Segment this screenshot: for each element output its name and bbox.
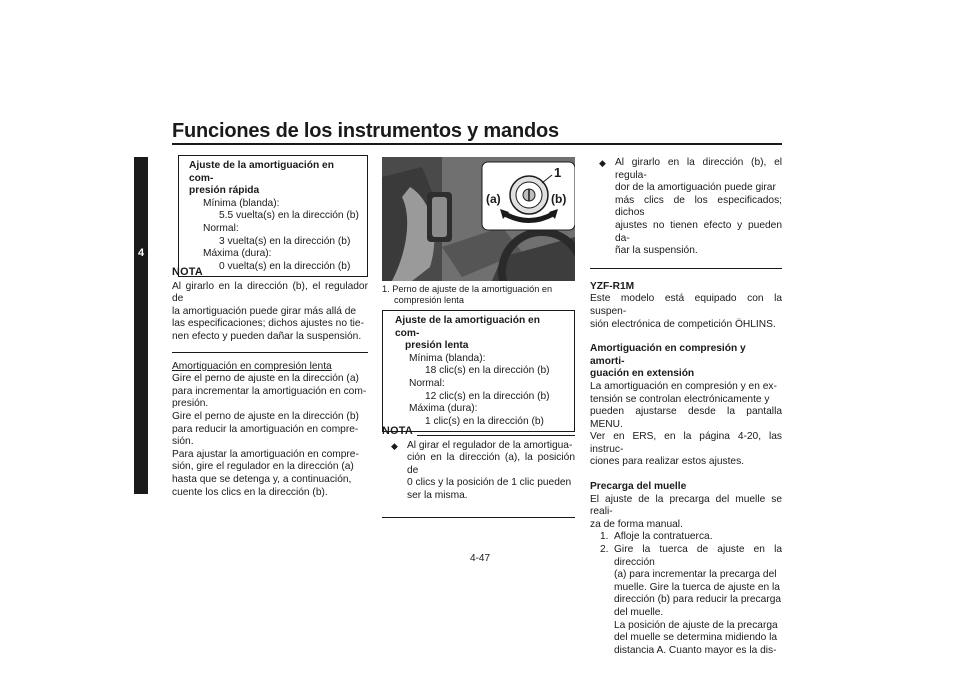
spec-box-slow-compression <box>382 310 575 432</box>
spec-row: Mínima (blanda): <box>203 197 280 209</box>
title-rule <box>172 143 782 145</box>
step-number: 1. <box>600 531 609 543</box>
paragraph-line: Gire el perno de ajuste en la dirección (a) <box>172 373 359 385</box>
section-heading-slow-compression: Amortiguación en compresión lenta <box>172 360 332 372</box>
spec-title-line: presión rápida <box>189 185 260 197</box>
step-number: 2. <box>600 544 609 556</box>
nota-label: NOTA <box>172 266 203 278</box>
step-line: Afloje la contratuerca. <box>614 531 713 543</box>
chapter-tab <box>134 157 148 494</box>
step-line: (a) para incrementar la precarga del <box>614 569 777 581</box>
step-line: del muelle se determina midiendo la <box>614 632 778 644</box>
paragraph-line: ciones para realizar estos ajustes. <box>590 456 745 468</box>
spec-box-title <box>395 315 566 353</box>
nota-heading <box>382 425 575 438</box>
nota-rule <box>417 435 575 436</box>
page-number: 4-47 <box>469 553 490 564</box>
nota-line-text: las especificaciones; dichos ajustes no tie- <box>172 318 364 330</box>
bullet-line: Al girar el regulador de la amortigua- <box>407 439 573 451</box>
spec-row: 18 clic(s) en la dirección (b) <box>425 365 550 377</box>
paragraph-line: presión. <box>172 398 209 410</box>
step-line: del muelle. <box>614 607 664 618</box>
spec-row: 0 vuelta(s) en la dirección (b) <box>219 260 351 272</box>
step-item <box>590 531 782 544</box>
spec-rows <box>395 353 566 429</box>
spec-row: 1 clic(s) en la dirección (b) <box>425 415 544 427</box>
figure-label-b: (b) <box>551 192 567 206</box>
bullet-icon: ◆ <box>599 158 606 168</box>
nota-label: NOTA <box>382 425 413 437</box>
caption-line: 1. Perno de ajuste de la amortiguación en <box>382 284 553 294</box>
chapter-tab-number: 4 <box>137 247 145 259</box>
figure-callout-1: 1 <box>554 165 562 180</box>
bullet-line: 0 clics y la posición de 1 clic pueden <box>407 477 572 489</box>
paragraph-line: sión. <box>172 436 194 448</box>
photo-illustration <box>382 157 575 281</box>
step-line: dirección (b) para reducir la precarga <box>614 594 782 606</box>
spec-row: Normal: <box>203 222 239 234</box>
slow-compression-text <box>172 373 368 499</box>
ers-text <box>590 381 782 469</box>
paragraph-line: cuente los clics en la dirección (b). <box>172 486 328 498</box>
section-heading-ers <box>590 343 782 381</box>
bullet-icon: ◆ <box>391 440 398 451</box>
nota-end-rule <box>590 268 782 269</box>
figure-caption <box>382 284 575 306</box>
paragraph-line: para incrementar la amortiguación en com- <box>172 385 367 397</box>
spec-row: 5.5 vuelta(s) en la dirección (b) <box>219 210 359 222</box>
nota-bullet <box>590 157 782 258</box>
column-1-text <box>172 266 368 499</box>
preload-text <box>590 494 782 532</box>
column-2-nota <box>382 425 575 518</box>
paragraph-line: sión electrónica de competición ÖHLINS. <box>590 318 776 330</box>
paragraph-line: tensión se controlan electrónicamente y <box>590 393 770 405</box>
model-text <box>590 293 782 331</box>
nota-line-text: la amortiguación puede girar más allá de <box>172 305 357 317</box>
nota-end-rule <box>172 352 368 353</box>
preload-steps <box>590 531 782 657</box>
paragraph-line: pueden ajustarse desde la pantalla MENU. <box>590 406 782 430</box>
paragraph-line: La amortiguación en compresión y en ex- <box>590 380 777 392</box>
paragraph-line: sión, gire el regulador en la dirección (a) <box>172 461 354 473</box>
nota-text <box>172 281 368 344</box>
section-heading-preload: Precarga del muelle <box>590 481 687 493</box>
spec-row: 3 vuelta(s) en la dirección (b) <box>219 235 351 247</box>
spec-title-line: presión lenta <box>405 340 469 352</box>
step-item <box>590 544 782 657</box>
paragraph-line: Gire el perno de ajuste en la dirección (b) <box>172 410 359 422</box>
heading-line: Amortiguación en compresión y amorti- <box>590 343 746 367</box>
spec-row: Normal: <box>409 377 445 389</box>
nota-rule <box>207 276 368 277</box>
figure-label-a: (a) <box>486 192 501 206</box>
spec-row: Máxima (dura): <box>203 248 272 260</box>
step-line: La posición de ajuste de la precarga <box>614 619 778 631</box>
paragraph-line: Ver en ERS, en la página 4-20, las instruc- <box>590 431 782 455</box>
nota-bullet <box>382 440 575 503</box>
paragraph-line: Para ajustar la amortiguación en compre- <box>172 448 359 460</box>
column-3-text <box>590 157 782 657</box>
spec-title-line: Ajuste de la amortiguación en com- <box>395 315 540 339</box>
spec-rows <box>189 198 359 274</box>
heading-line: guación en extensión <box>590 368 695 380</box>
nota-end-rule <box>382 517 575 518</box>
nota-heading <box>172 266 368 279</box>
paragraph-line: za de forma manual. <box>590 518 683 530</box>
paragraph-line: para reducir la amortiguación en compre- <box>172 423 359 435</box>
paragraph-line: Este modelo está equipado con la suspen- <box>590 293 782 317</box>
model-heading: YZF-R1M <box>590 280 635 292</box>
suspension-adjuster-photo <box>382 157 575 281</box>
bullet-line: más clics de los especificados; dichos <box>615 194 782 219</box>
bullet-line: ñar la suspensión. <box>615 245 698 257</box>
bullet-line: ción en la dirección (a), la posición de <box>407 452 575 476</box>
step-line: Gire la tuerca de ajuste en la dirección <box>614 544 782 568</box>
caption-line: compresión lenta <box>394 295 464 305</box>
nota-line-text: Al girarlo en la dirección (b), el regulador de <box>172 280 368 305</box>
bullet-line: ajustes no tienen efecto y pueden da- <box>615 219 782 244</box>
page-title: Funciones de los instrumentos y mandos <box>172 120 559 142</box>
paragraph-line: hasta que se detenga y, a continuación, <box>172 473 352 485</box>
spec-box-title <box>189 160 359 198</box>
spec-box-fast-compression <box>178 155 368 277</box>
spec-row: 12 clic(s) en la dirección (b) <box>425 390 550 402</box>
spec-row: Mínima (blanda): <box>409 352 486 364</box>
nota-line-text: nen efecto y pueden dañar la suspensión. <box>172 330 362 342</box>
spec-title-line: Ajuste de la amortiguación en com- <box>189 160 334 184</box>
bullet-line: ser la misma. <box>407 489 468 501</box>
spec-row: Máxima (dura): <box>409 403 478 415</box>
step-line: distancia A. Cuanto mayor es la dis- <box>614 644 777 656</box>
bullet-line: dor de la amortiguación puede girar <box>615 182 776 194</box>
step-line: muelle. Gire la tuerca de ajuste en la <box>614 581 780 593</box>
paragraph-line: El ajuste de la precarga del muelle se reali- <box>590 493 782 518</box>
bullet-line: Al girarlo en la dirección (b), el regula- <box>615 157 782 181</box>
